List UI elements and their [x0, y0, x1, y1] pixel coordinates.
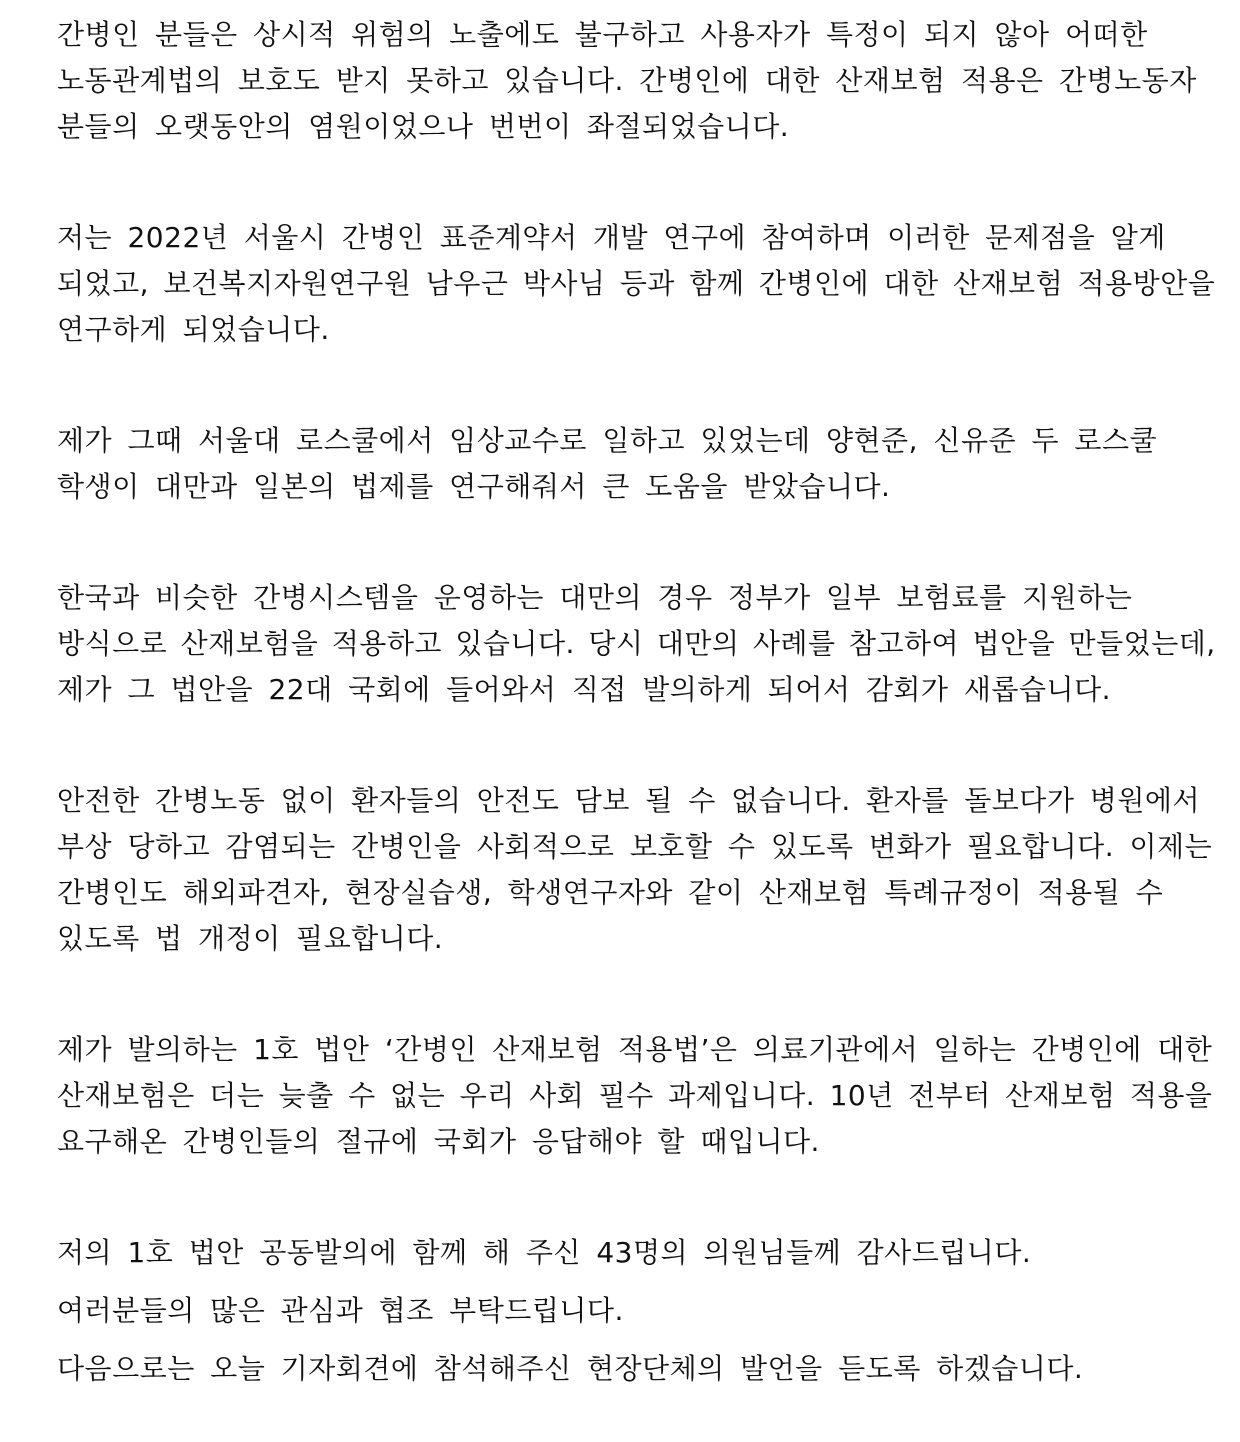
text-line: 노동관계법의 보호도 받지 못하고 있습니다. 간병인에 대한 산재보험 적용은 간병노동자 — [57, 64, 1197, 97]
paragraph-need-for-change — [57, 778, 1217, 962]
paragraph-caregiver-risk — [57, 12, 1217, 150]
text-line: 방식으로 산재보험을 적용하고 있습니다. 당시 대만의 사례를 참고하여 법안을 만들었는데, — [57, 627, 1216, 660]
text-line: 제가 발의하는 1호 법안 ‘간병인 산재보험 적용법’은 의료기관에서 일하는 간병인에 대한 — [57, 1033, 1213, 1066]
paragraph-research-background — [57, 215, 1217, 353]
text-line: 간병인 분들은 상시적 위험의 노출에도 불구하고 사용자가 특정이 되지 않아 어떠한 — [57, 18, 1148, 51]
paragraph-next-speaker — [57, 1346, 1217, 1392]
text-line: 저의 1호 법안 공동발의에 함께 해 주신 43명의 의원님들께 감사드립니다. — [57, 1236, 1032, 1269]
text-line: 있도록 법 개정이 필요합니다. — [57, 922, 444, 955]
text-line: 한국과 비슷한 간병시스템을 운영하는 대만의 경우 정부가 일부 보험료를 지원하는 — [57, 581, 1133, 614]
text-line: 부상 당하고 감염되는 간병인을 사회적으로 보호할 수 있도록 변화가 필요합니다. 이제는 — [57, 830, 1213, 863]
text-line: 제가 그때 서울대 로스쿨에서 임상교수로 일하고 있었는데 양현준, 신유준 두 로스쿨 — [57, 424, 1158, 457]
text-line: 저는 2022년 서울시 간병인 표준계약서 개발 연구에 참여하며 이러한 문제점을 알게 — [57, 221, 1166, 254]
text-line: 학생이 대만과 일본의 법제를 연구해줘서 큰 도움을 받았습니다. — [57, 470, 891, 503]
text-line: 분들의 오랫동안의 염원이었으나 번번이 좌절되었습니다. — [57, 110, 790, 143]
text-line: 연구하게 되었습니다. — [57, 313, 330, 346]
text-line: 되었고, 보건복지자원연구원 남우근 박사님 등과 함께 간병인에 대한 산재보험 적용방안을 — [57, 267, 1216, 300]
paragraph-thanks — [57, 1230, 1217, 1276]
text-line: 산재보험은 더는 늦출 수 없는 우리 사회 필수 과제입니다. 10년 전부터 산재보험 적용을 — [57, 1079, 1213, 1112]
paragraph-first-bill — [57, 1027, 1217, 1165]
paragraph-law-school-help — [57, 418, 1217, 510]
text-line: 안전한 간병노동 없이 환자들의 안전도 담보 될 수 없습니다. 환자를 돌보다가 병원에서 — [57, 784, 1200, 817]
text-line: 요구해온 간병인들의 절규에 국회가 응답해야 할 때입니다. — [57, 1125, 820, 1158]
document-body — [57, 12, 1217, 1392]
text-line: 다음으로는 오늘 기자회견에 참석해주신 현장단체의 발언을 듣도록 하겠습니다. — [57, 1352, 1084, 1385]
paragraph-taiwan-case — [57, 575, 1217, 713]
text-line: 여러분들의 많은 관심과 협조 부탁드립니다. — [57, 1294, 624, 1327]
text-line: 제가 그 법안을 22대 국회에 들어와서 직접 발의하게 되어서 감회가 새롭습니다. — [57, 673, 1112, 706]
text-line: 간병인도 해외파견자, 현장실습생, 학생연구자와 같이 산재보험 특례규정이 적용될 수 — [57, 876, 1164, 909]
paragraph-request — [57, 1288, 1217, 1334]
